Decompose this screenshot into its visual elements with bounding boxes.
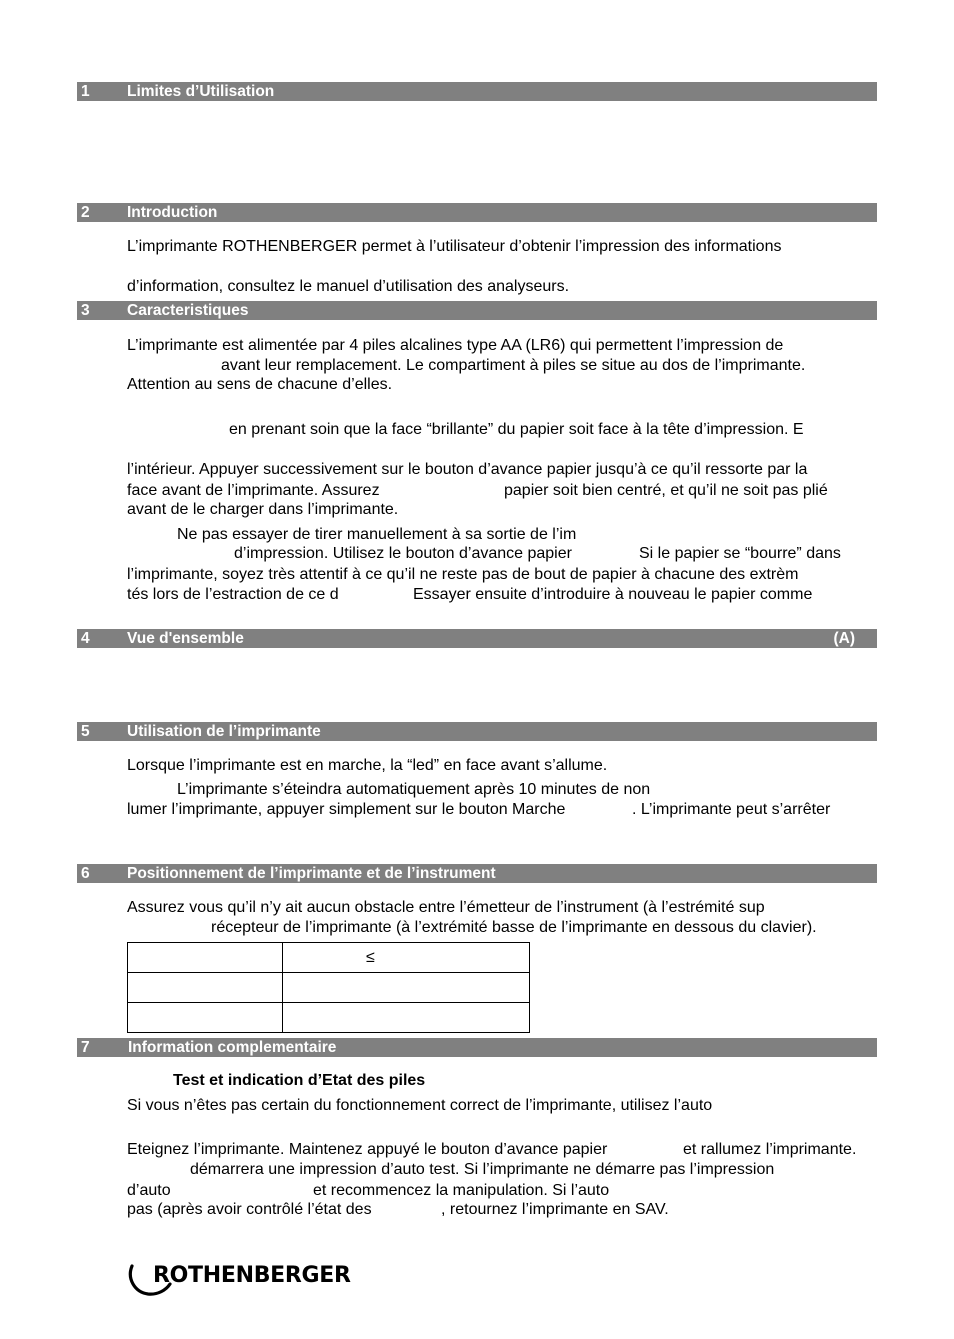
carac-line: Attention au sens de chacune d’elles.: [127, 376, 393, 393]
section-title: Information complementaire: [128, 1039, 337, 1056]
carac-line: avant leur remplacement. Le compartiment à piles se situe au dos de l’imprimante.: [221, 357, 806, 374]
position-line: Assurez vous qu’il n’y ait aucun obstacle entre l’émetteur de l’instrument (à l’estrémité sup: [127, 899, 765, 916]
section-number: 2: [81, 204, 90, 221]
carac-line: en prenant soin que la face “brillante” du papier soit face à la tête d’impression. E: [229, 421, 804, 438]
carac-line: l’intérieur. Appuyer successivement sur le bouton d’avance papier jusqu’à ce qu’il ressorte par la: [127, 461, 808, 478]
section-number: 3: [81, 302, 90, 319]
distance-table: [127, 942, 530, 1033]
section-header-7: [77, 1038, 877, 1057]
section-title: Introduction: [127, 204, 218, 221]
carac-line: Essayer ensuite d’introduire à nouveau le papier comme: [413, 586, 813, 603]
carac-line: Si le papier se “bourre” dans: [639, 545, 841, 562]
section-number: 4: [81, 630, 90, 647]
section-number: 7: [81, 1039, 90, 1056]
table-row: [128, 1003, 530, 1033]
position-line: récepteur de l’imprimante (à l’extrémité basse de l’imprimante en dessous du clavier).: [211, 919, 817, 936]
table-cell: [128, 1003, 283, 1033]
usage-line: lumer l’imprimante, appuyer simplement sur le bouton Marche: [127, 801, 566, 818]
usage-line: Lorsque l’imprimante est en marche, la “led” en face avant s’allume.: [127, 757, 608, 774]
section-title: Limites d’Utilisation: [127, 83, 275, 100]
logo-text: ROTHENBERGER: [153, 1263, 351, 1288]
section-header-3: [77, 301, 877, 320]
info-line: , retournez l’imprimante en SAV.: [441, 1201, 669, 1218]
info-line: Si vous n’êtes pas certain du fonctionnement correct de l’imprimante, utilisez l’auto: [127, 1097, 713, 1114]
info-line: démarrera une impression d’auto test. Si l’imprimante ne démarre pas l’impression: [190, 1161, 775, 1178]
carac-line: avant de le charger dans l’imprimante.: [127, 501, 399, 518]
table-cell: [283, 973, 530, 1003]
section-figure-tag: (A): [833, 630, 855, 647]
table-row: [128, 973, 530, 1003]
section-header-4: [77, 629, 877, 648]
section-header-2: [77, 203, 877, 222]
carac-line: d’impression. Utilisez le bouton d’avance papier: [234, 545, 572, 562]
usage-line: L’imprimante s’éteindra automatiquement après 10 minutes de non: [177, 781, 651, 798]
table-cell: ≤: [283, 943, 530, 973]
section-header-5: [77, 722, 877, 741]
carac-line: tés lors de l’estraction de ce d: [127, 586, 339, 603]
info-line: Eteignez l’imprimante. Maintenez appuyé le bouton d’avance papier: [127, 1141, 608, 1158]
carac-line: l’imprimante, soyez très attentif à ce qu’il ne reste pas de bout de papier à chacune des extrèm: [127, 566, 799, 583]
section-title: Vue d'ensemble: [127, 630, 244, 647]
section-header-6: [77, 864, 877, 883]
info-line: pas (après avoir contrôlé l’état des: [127, 1201, 372, 1218]
info-line: et recommencez la manipulation. Si l’auto: [313, 1182, 610, 1199]
carac-line: Ne pas essayer de tirer manuellement à sa sortie de l’im: [177, 526, 577, 543]
info-line: et rallumez l’imprimante.: [683, 1141, 857, 1158]
info-line: d’auto: [127, 1182, 171, 1199]
usage-line: . L’imprimante peut s’arrêter: [632, 801, 831, 818]
section-title: Utilisation de l’imprimante: [127, 723, 321, 740]
table-cell: [283, 1003, 530, 1033]
intro-line: d’information, consultez le manuel d’utilisation des analyseurs.: [127, 278, 570, 295]
info-subtitle: Test et indication d’Etat des piles: [173, 1072, 426, 1089]
rothenberger-logo: [126, 1262, 366, 1298]
carac-line: face avant de l’imprimante. Assurez: [127, 482, 380, 499]
section-title: Caracteristiques: [127, 302, 249, 319]
table-cell: [128, 973, 283, 1003]
table-row: [128, 943, 530, 973]
section-header-1: [77, 82, 877, 101]
table-cell: [128, 943, 283, 973]
section-number: 1: [81, 83, 90, 100]
carac-line: L’imprimante est alimentée par 4 piles alcalines type AA (LR6) qui permettent l’impression de: [127, 337, 784, 354]
intro-line: L’imprimante ROTHENBERGER permet à l’utilisateur d’obtenir l’impression des informations: [127, 238, 782, 255]
section-number: 5: [81, 723, 90, 740]
carac-line: papier soit bien centré, et qu’il ne soit pas plié: [504, 482, 828, 499]
section-title: Positionnement de l’imprimante et de l’instrument: [127, 865, 496, 882]
section-number: 6: [81, 865, 90, 882]
